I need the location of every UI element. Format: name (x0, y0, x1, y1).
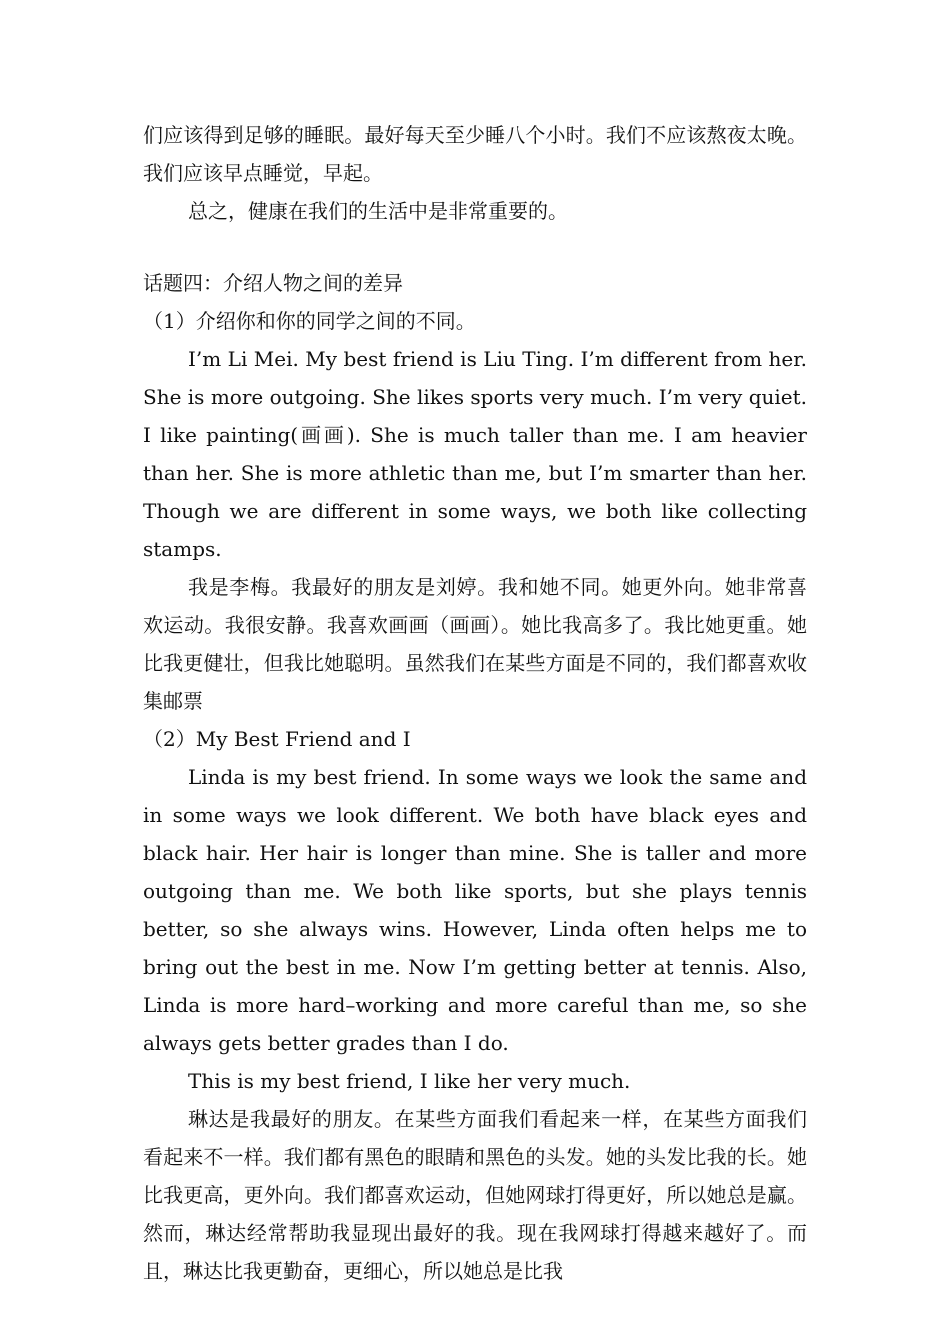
section-1-chinese-paragraph: 我是李梅。我最好的朋友是刘婷。我和她不同。她更外向。她非常喜欢运动。我很安静。我喜欢画画（画画）。她比我高多了。我比她更重。她比我更健壮，但我比她聪明。虽然我们在某些方面是不同的，我们都喜欢收集邮票 (143, 575, 807, 713)
section-gap (143, 230, 807, 264)
section-2-title: （2）My Best Friend and I (143, 727, 411, 751)
section-2-english-closing: This is my best friend, I like her very much. (188, 1069, 631, 1093)
section-2-chinese-paragraph: 琳达是我最好的朋友。在某些方面我们看起来一样，在某些方面我们看起来不一样。我们都有黑色的眼睛和黑色的头发。她的头发比我的长。她比我更高，更外向。我们都喜欢运动，但她网球打得更好，所以她总是赢。然而，琳达经常帮助我显现出最好的我。现在我网球打得越来越好了。而且，琳达比我更勤奋，更细心，所以她总是比我 (143, 1107, 807, 1283)
conclusion-paragraph: 总之，健康在我们的生活中是非常重要的。 (188, 199, 568, 223)
continuation-paragraph: 们应该得到足够的睡眠。最好每天至少睡八个小时。我们不应该熬夜太晚。我们应该早点睡觉，早起。 (143, 123, 807, 185)
section-1-english-paragraph: I’m Li Mei. My best friend is Liu Ting. I’m different from her. She is more outgoing. She likes sports very much. I’m very quiet. I like painting(画画). She is much taller than me. I am heavier than her. She is more athletic than me, but I’m smarter than her. Though we are different in some ways, we both like collecting stamps. (143, 347, 807, 561)
section-1-title: （1）介绍你和你的同学之间的不同。 (143, 309, 476, 333)
section-2-english-paragraph: Linda is my best friend. In some ways we look the same and in some ways we look different. We both have black eyes and black hair. Her hair is longer than mine. She is taller and more outgoing than me. We both like sports, but she plays tennis better, so she always wins. However, Linda often helps me to bring out the best in me. Now I’m getting better at tennis. Also, Linda is more hard–working and more careful than me, so she always gets better grades than I do. (143, 765, 807, 1055)
document-page (143, 116, 807, 1290)
topic-heading: 话题四：介绍人物之间的差异 (143, 271, 403, 295)
